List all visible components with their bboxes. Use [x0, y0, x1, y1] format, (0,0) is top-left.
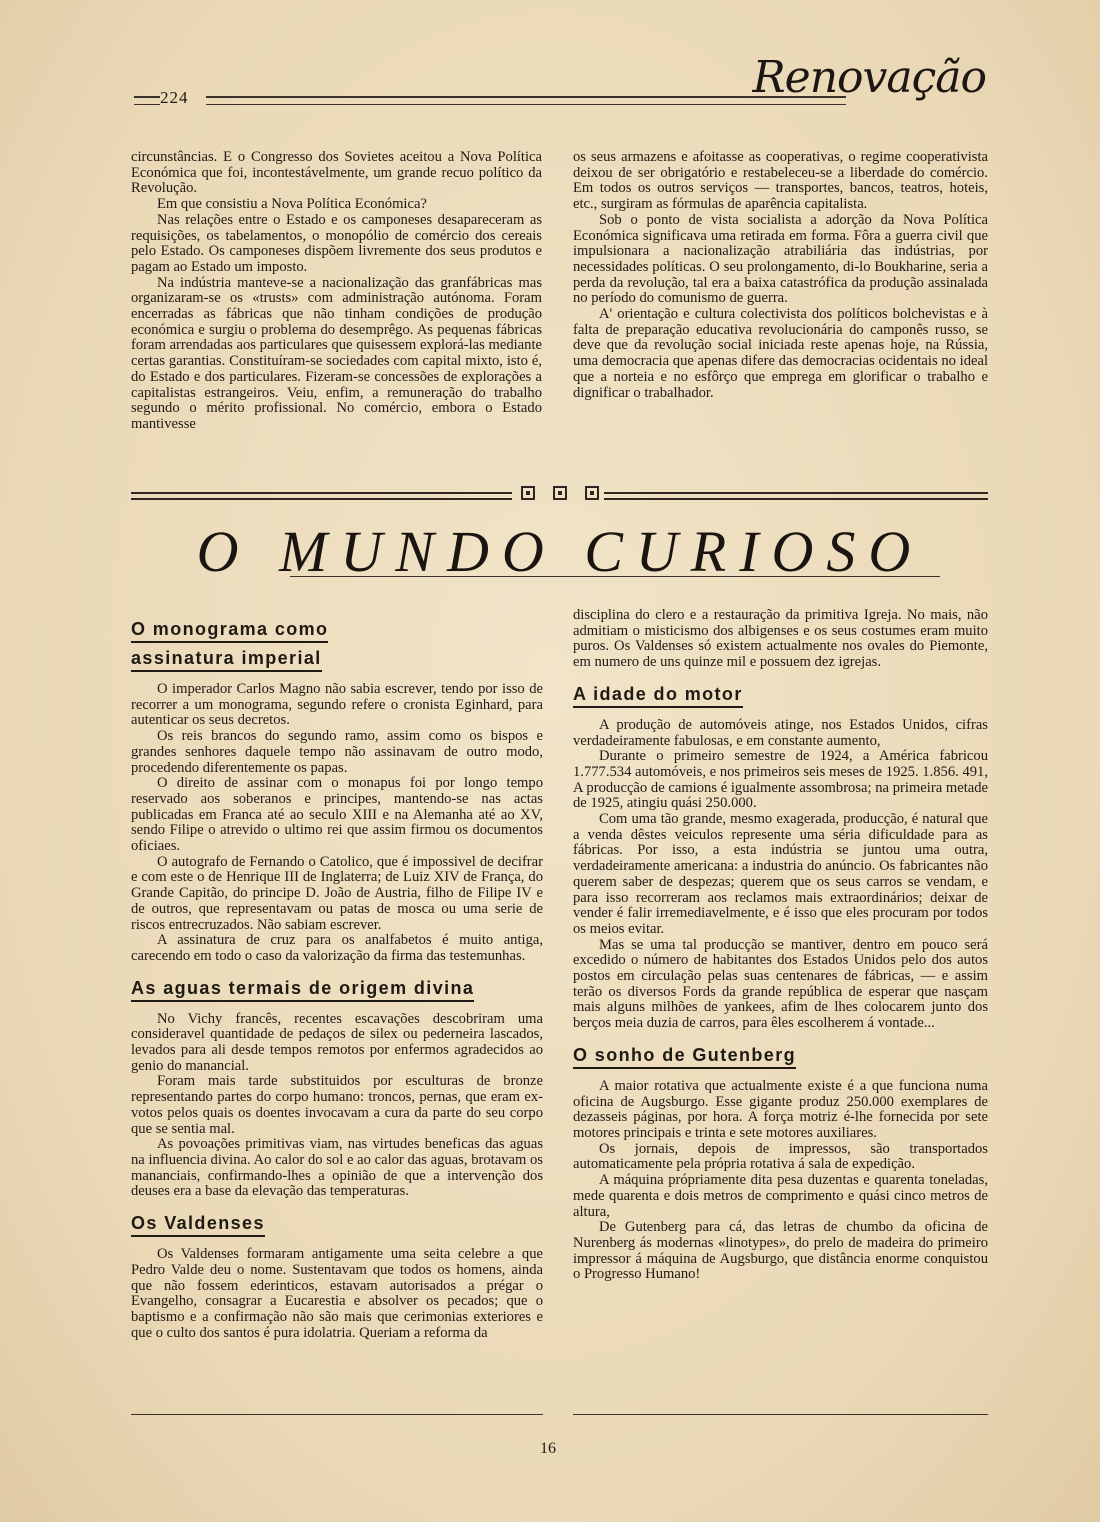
paragraph: Sob o ponto de vista socialista a adorção da Nova Política Económica significava uma retirada em forma. Fôra a guerra civil que impulsionara a nacionalização atrabiliária das indústrias, por necessidades políticas. O seu prolongamento, di-lo Boukharine, seria a perda da revolução, tal era a baixa catastrófica da produção assinalada no período do comunismo de guerra.: [573, 211, 988, 307]
article-heading: As aguas termais de origem divina: [131, 977, 474, 1002]
page-number: 224: [160, 88, 189, 107]
article-heading-block: [131, 618, 543, 672]
paragraph: A assinatura de cruz para os analfabetos é muito antiga, carecendo em todo o caso da valorização da firma das testemunhas.: [131, 932, 543, 964]
article-heading: O monograma como: [131, 618, 328, 643]
section-divider-right: [604, 492, 988, 500]
paragraph: Nas relações entre o Estado e os camponeses desapareceram as requisições, os tabelamentos, o monopólio de comércio dos cereais pelo Estado. Os camponeses dispõem livremente dos seus produtos e pagam ao Estado um imposto.: [131, 211, 542, 275]
article-heading-block: [573, 1044, 988, 1069]
paragraph: As povoações primitivas viam, nas virtudes beneficas das aguas na influencia divina. Ao calor do sol e ao calor das aguas, brotavam os mananciais, confirmando-lhes a opinião de que a intervenção dos deuses era a base da elevação das temperaturas.: [131, 1136, 543, 1200]
paragraph: circunstâncias. E o Congresso dos Sovietes aceitou a Nova Política Económica que foi, incontestávelmente, um grande recuo político da Revolução.: [131, 149, 542, 197]
article-heading: assinatura imperial: [131, 647, 322, 672]
paragraph: No Vichy francês, recentes escavações descobriram uma consideravel quantidade de pedaços de silex ou pederneira lascados, levados para ali desde tempos remotos por enfermos agradecidos ao genio do manancial.: [131, 1010, 543, 1074]
section-divider-left: [131, 492, 512, 500]
paragraph: Mas se uma tal producção se mantiver, dentro em pouco será excedido o número de habitantes dos Estados Unidos pelo dos autos postos em circulação pelas suas centenares de fábricas, — e assim terão os diversos Fords da grande república de esperar que nasçam mais alguns milhões de yankees, afim de lhes colocarem junto dos berços meia duzia de carros, para êles escolherem á vontade...: [573, 936, 988, 1032]
paragraph: A produção de automóveis atinge, nos Estados Unidos, cifras verdadeiramente fabulosas, e em constante aumento,: [573, 716, 988, 749]
paragraph: Em que consistiu a Nova Política Económica?: [157, 196, 427, 213]
square-ornament-icon: [553, 486, 567, 500]
magazine-logo: Renovação: [752, 52, 986, 103]
paragraph: A maior rotativa que actualmente existe é a que funciona numa oficina de Augsburgo. Esse gigante produz 250.000 exemplares de dezasseis páginas, por hora. A força motriz é-lhe fornecida por sete motores principais e trinta e sete motores auxiliares.: [573, 1077, 988, 1141]
bottom-rule-right: [573, 1414, 988, 1415]
paragraph: Foram mais tarde substituidos por esculturas de bronze representando partes do corpo humano: troncos, pernas, que eram ex-votos pelos quais os doentes invocavam a cura da parte do seu corpo que se sentia mal.: [131, 1073, 543, 1137]
square-ornament-icon: [521, 486, 535, 500]
bottom-right-column: [573, 608, 988, 1283]
bottom-rule-left: [131, 1414, 543, 1415]
title-rule: [290, 576, 940, 577]
paragraph: O imperador Carlos Magno não sabia escrever, tendo por isso de recorrer a um monograma, segundo refere o cronista Eginhard, para autenticar os seus decretos.: [131, 681, 543, 729]
article-heading: Os Valdenses: [131, 1212, 265, 1237]
divider-ornaments: [517, 486, 601, 504]
folio-number: 16: [540, 1440, 556, 1457]
paragraph: A' orientação e cultura colectivista dos políticos bolchevistas e à falta de preparação educativa revolucionária do camponês russo, se deve que da revolução social iniciada reste apenas hoje, na Rússia, uma democracia que apenas difere das democracias ocidentais no ideal que a norteia e no esfôrço que emprega em glorificar o trabalho e dignificar o trabalhador.: [573, 306, 988, 401]
header-rule-left: [134, 96, 160, 105]
paragraph: De Gutenberg para cá, das letras de chumbo da oficina de Nurenberg ás modernas «linotypes», do prelo de madeira do primeiro impressor á máquina de Augsburgo, que distância enorme conquistou o Progresso Humano!: [573, 1219, 988, 1283]
paragraph: O direito de assinar com o monapus foi por longo tempo reservado aos soberanos e principes, mantendo-se nas actas publicadas em Franca até ao seculo XIII e na Alemanha até ao XV, sendo Filipe o atrevido o ultimo rei que assim firmou os documentos oficiaes.: [131, 775, 543, 855]
page-header: [130, 52, 990, 112]
header-rule: [206, 96, 846, 105]
top-left-column: [131, 150, 542, 433]
paragraph: Os Valdenses formaram antigamente uma seita celebre a que Pedro Valde deu o nome. Sustentavam que todos os homens, ainda que não fossem ederinticos, estavam autorisados a prégar o Evangelho, consagrar a Eucarestia e absolver os pecados; que o baptismo e a confirmação não são mais que cerimonias exteriores e que o culto dos santos é pura idolatria. Queriam a reforma da: [131, 1246, 543, 1341]
article-heading-block: [573, 683, 988, 708]
paragraph: disciplina do clero e a restauração da primitiva Igreja. No mais, não admitiam o misticismo dos albigenses e os seus costumes eram muito puros. Os Valdenses só existem actualmente nos ovales do Piemonte, em numero de uns quinze mil e possuem dez igrejas.: [573, 607, 988, 671]
bottom-left-column: [131, 612, 543, 1341]
top-right-column: [573, 150, 988, 401]
article-heading-block: [131, 1212, 543, 1237]
article-heading: A idade do motor: [573, 683, 743, 708]
paragraph: Na indústria manteve-se a nacionalização das granfábricas mas organizaram-se os «trusts» com administração autónoma. Foram encerradas as fábricas que não tinham condições de produção económica e surgiu o problema do desemprêgo. As pequenas fábricas foram arrendadas aos particulares que quisessem explorá-las mediante certas garantias. Constituíram-se sociedades com capital mixto, isto é, do Estado e dos particulares. Fizeram-se concessões de explorações a capitalistas estrangeiros. Veiu, enfim, a remuneração do trabalho segundo o mérito profissional. No comércio, embora o Estado mantivesse: [131, 274, 542, 432]
article-heading-block: [131, 977, 543, 1002]
section-title: O MUNDO CURIOSO: [196, 519, 924, 584]
article-heading: O sonho de Gutenberg: [573, 1044, 796, 1069]
paragraph: A máquina própriamente dita pesa duzentas e quarenta toneladas, mede quarenta e dois metros de comprimento e quási cinco metros de altura,: [573, 1172, 988, 1220]
paragraph: Os jornais, depois de impressos, são transportados automaticamente pela própria rotativa á sala de expedição.: [573, 1140, 988, 1173]
paragraph: Os reis brancos do segundo ramo, assim como os bispos e grandes senhores daquele tempo não assinavam de outro modo, procedendo diferentemente os papas.: [131, 728, 543, 776]
paragraph: os seus armazens e afoitasse as cooperativas, o regime cooperativista deixou de ser obrigatório e restabeleceu-se a liberdade do comércio. Em todos os outros serviços — transportes, bancos, teatros, hoteis, etc., surgiram as fórmulas de aparência capitalista.: [573, 149, 988, 213]
paragraph: Com uma tão grande, mesmo exagerada, producção, é natural que a venda dêstes veiculos represente uma séria dificuldade para as fábricas. Por isso, a esta indústria se juntou uma outra, verdadeiramente americana: a industria do anúncio. Os fabricantes não querem saber de despezas; querem que os seus carros se vendam, e para isso recorreram aos reclamos mais extraordinários; deixar de vender é falir irremediavelmente, e é isso que eles procuram por todos os meios evitar.: [573, 811, 988, 937]
square-ornament-icon: [585, 486, 599, 500]
paragraph: O autografo de Fernando o Catolico, que é impossivel de decifrar e com este o de Henrique III de Inglaterra; de Luiz XIV de França, do Grande Capitão, do principe D. João de Austria, filho de Filipe IV e de outros, que representavam ou patas de mosca ou uma serie de riscos entrecruzados. Não sabiam escrever.: [131, 853, 543, 933]
paragraph: Durante o primeiro semestre de 1924, a América fabricou 1.777.534 automóveis, e nos primeiros seis meses de 1925. 1.856. 491, A producção de camions é igualmente assombrosa; na primeira metade de 1925, atingiu quási 250.000.: [573, 748, 988, 812]
